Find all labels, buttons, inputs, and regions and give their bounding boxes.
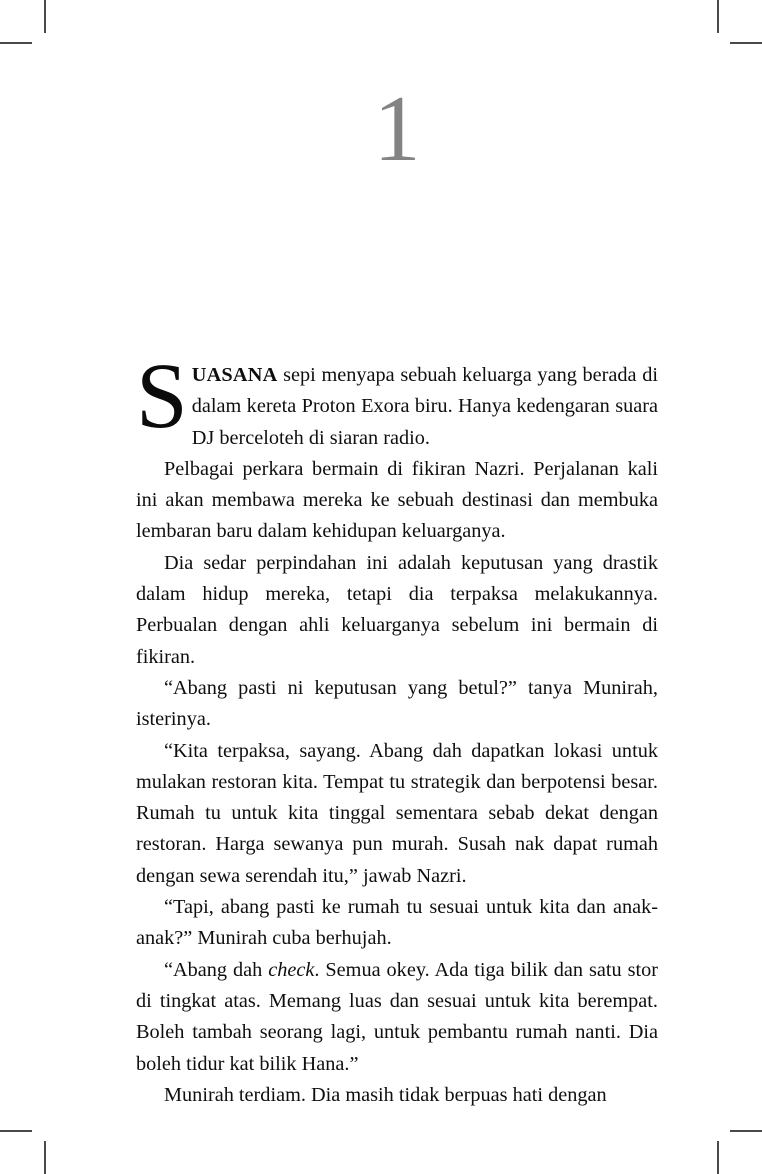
- paragraph-7-italic-word: check: [268, 958, 315, 981]
- crop-mark-top-left-horizontal: [0, 42, 32, 44]
- crop-mark-top-right-horizontal: [730, 42, 762, 44]
- crop-mark-bottom-left-vertical: [44, 1141, 46, 1174]
- paragraph-1-lead: UASANA: [191, 364, 278, 386]
- paragraph-7-text-before: “Abang dah: [164, 958, 269, 981]
- paragraph-1: [136, 360, 658, 454]
- paragraph-3: Dia sedar perpindahan ini adalah keputusan yang drastik dalam hidup mereka, tetapi dia terpaksa melakukannya. Perbualan dengan ahli keluarganya sebelum ini bermain di fikiran.: [136, 551, 658, 668]
- page-content: [136, 0, 658, 1174]
- paragraph-1-text: sepi menyapa sebuah keluarga yang berada di dalam kereta Proton Exora biru. Hanya kedengaran suara DJ berceloteh di siaran radio.: [191, 364, 658, 449]
- crop-mark-top-right-vertical: [717, 0, 719, 33]
- paragraph-8: Munirah terdiam. Dia masih tidak berpuas hati dengan: [164, 1083, 607, 1106]
- chapter-number: 1: [373, 77, 421, 181]
- paragraph-6: “Tapi, abang pasti ke rumah tu sesuai untuk kita dan anak-anak?” Munirah cuba berhujah.: [136, 896, 658, 950]
- paragraph-2: Pelbagai perkara bermain di fikiran Nazri. Perjalanan kali ini akan membawa mereka ke sebuah destinasi dan membuka lembaran baru dalam kehidupan keluarganya.: [136, 457, 658, 543]
- paragraph-4: “Abang pasti ni keputusan yang betul?” tanya Munirah, isterinya.: [136, 676, 658, 731]
- crop-mark-bottom-right-vertical: [717, 1141, 719, 1174]
- crop-mark-bottom-left-horizontal: [0, 1130, 32, 1132]
- body-text-block: [136, 360, 658, 1111]
- paragraph-5: “Kita terpaksa, sayang. Abang dah dapatkan lokasi untuk mulakan restoran kita. Tempat tu strategik dan berpotensi besar. Rumah tu untuk kita tinggal sementara sebab dekat dengan restoran. Harga sewanya pun murah. Susah nak dapat rumah dengan sewa serendah itu,” jawab Nazri.: [136, 739, 658, 887]
- paragraph-7-text-after: . Semua okey. Ada tiga bilik dan satu stor di tingkat atas. Memang luas dan sesuai untuk kita berempat. Boleh tambah seorang lagi, untuk pembantu rumah nanti. Dia boleh tidur kat bilik Hana.”: [136, 958, 658, 1075]
- paragraph-7: [136, 955, 658, 1080]
- drop-cap: S: [136, 360, 188, 448]
- crop-mark-top-left-vertical: [44, 0, 46, 33]
- crop-mark-bottom-right-horizontal: [730, 1130, 762, 1132]
